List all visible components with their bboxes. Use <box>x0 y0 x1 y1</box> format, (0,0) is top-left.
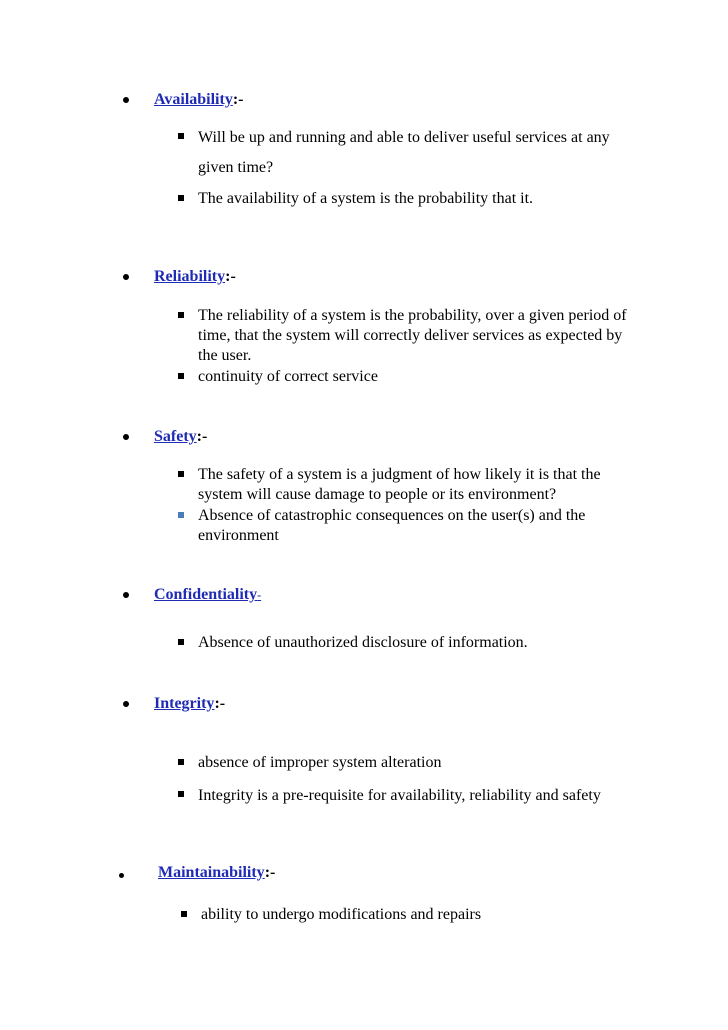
list-item-text: Absence of catastrophic consequences on the user(s) and the environment <box>198 507 586 544</box>
list-item-text: Will be up and running and able to deliver useful services at any given time? <box>198 129 610 176</box>
section-heading <box>154 426 207 448</box>
heading-suffix: :- <box>232 91 244 108</box>
square-bullet-icon <box>178 312 184 318</box>
heading-suffix: :- <box>196 428 208 445</box>
square-bullet-icon <box>178 195 184 201</box>
section-heading <box>154 693 225 715</box>
heading-suffix: :- <box>225 268 236 285</box>
list-item-text: continuity of correct service <box>198 368 378 385</box>
list-item-text: Integrity is a pre-requisite for availability, reliability and safety <box>198 787 601 804</box>
bullet-dot-icon <box>123 97 129 103</box>
list-item-text: Absence of unauthorized disclosure of information. <box>198 634 528 651</box>
list-item-text: absence of improper system alteration <box>198 754 442 771</box>
section-heading <box>154 266 236 288</box>
square-bullet-icon <box>178 791 184 797</box>
bullet-dot-icon <box>123 274 129 280</box>
list-item-text: The safety of a system is a judgment of how likely it is that the system will cause damage to people or its environment? <box>198 466 601 503</box>
section-heading <box>158 862 275 884</box>
bullet-dot-icon <box>123 701 129 707</box>
bullet-dot-icon <box>119 873 124 878</box>
heading-suffix: - <box>257 588 262 602</box>
heading-suffix: :- <box>264 864 276 881</box>
list-item-text: The availability of a system is the probability that it. <box>198 190 534 207</box>
square-bullet-icon <box>178 639 184 645</box>
square-bullet-icon <box>181 911 187 917</box>
square-bullet-icon <box>178 373 184 379</box>
heading-link-confidentiality[interactable]: Confidentiality <box>154 586 258 603</box>
section-heading <box>154 89 243 111</box>
heading-link-maintainability[interactable]: Maintainability <box>158 864 265 881</box>
section-heading <box>154 584 261 606</box>
heading-link-reliability[interactable]: Reliability <box>154 268 226 285</box>
heading-suffix: :- <box>214 695 226 712</box>
heading-link-availability[interactable]: Availability <box>154 91 233 108</box>
square-bullet-icon <box>178 133 184 139</box>
square-bullet-icon <box>178 759 184 765</box>
bullet-dot-icon <box>123 434 129 440</box>
heading-link-safety[interactable]: Safety <box>154 428 197 445</box>
bullet-dot-icon <box>123 592 129 598</box>
list-item-text: ability to undergo modifications and repairs <box>201 906 482 923</box>
heading-link-integrity[interactable]: Integrity <box>154 695 215 712</box>
square-bullet-icon <box>178 471 184 477</box>
list-item-text: The reliability of a system is the probability, over a given period of time, that the system will correctly deliver services as expected by the user. <box>198 307 627 364</box>
square-bullet-icon <box>178 512 184 518</box>
